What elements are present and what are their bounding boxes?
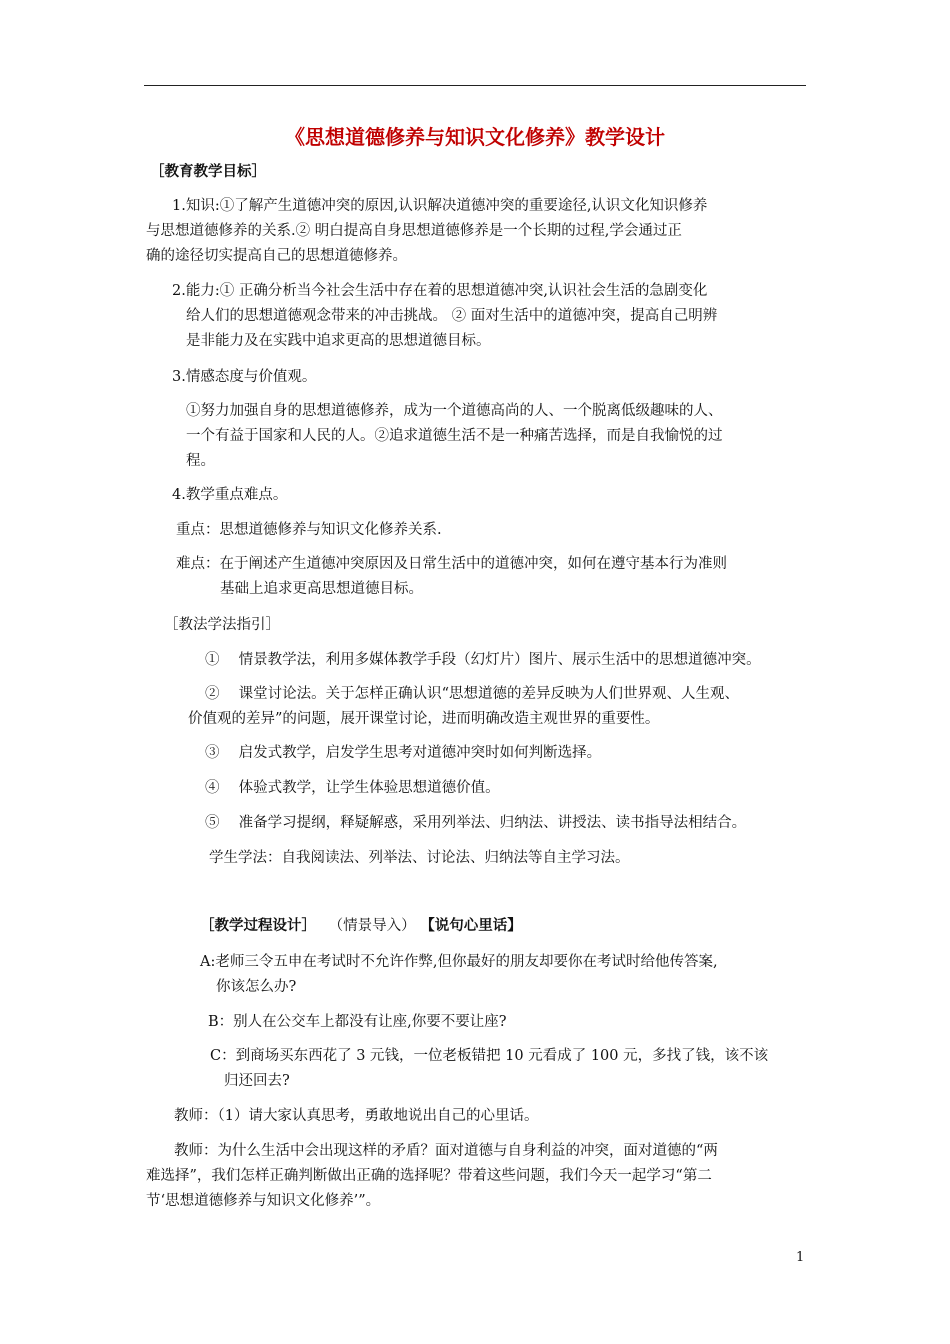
emotion-line-1: ①努力加强自身的思想道德修养，成为一个道德高尚的人、一个脱离低级趣味的人、 bbox=[186, 403, 723, 419]
difficulty-line-1: 难点：在于阐述产生道德冲突原因及日常生活中的道德冲突，如何在遵守基本行为准则 bbox=[176, 556, 727, 572]
method-4: ④ 体验式教学，让学生体验思想道德价值。 bbox=[205, 780, 500, 796]
scenario-b: B：别人在公交车上都没有让座,你要不要让座? bbox=[208, 1014, 507, 1030]
teacher-para-line-1: 教师：为什么生活中会出现这样的矛盾？面对道德与自身利益的冲突，面对道德的“两 bbox=[174, 1143, 718, 1159]
scenario-a-line-2: 你该怎么办? bbox=[216, 979, 297, 995]
process-sub-1: （情景导入） bbox=[328, 918, 416, 934]
methods-heading: ［教法学法指引］ bbox=[164, 617, 280, 633]
ability-line-3: 是非能力及在实践中追求更高的思想道德目标。 bbox=[186, 333, 491, 349]
knowledge-line-3: 确的途径切实提高自己的思想道德修养。 bbox=[146, 248, 407, 264]
method-1: ① 情景教学法，利用多媒体教学手段（幻灯片）图片、展示生活中的思想道德冲突。 bbox=[205, 652, 761, 668]
scenario-c-line-1: C：到商场买东西花了 3 元钱，一位老板错把 10 元看成了 100 元，多找了钱，该不该 bbox=[210, 1048, 769, 1064]
knowledge-line-2: 与思想道德修养的关系.② 明白提高自身思想道德修养是一个长期的过程,学会通过正 bbox=[146, 223, 682, 239]
teacher-para-line-2: 难选择”，我们怎样正确判断做出正确的选择呢？带着这些问题，我们今天一起学习“第二 bbox=[146, 1168, 712, 1184]
ability-line-1: 2.能力:① 正确分析当今社会生活中存在着的思想道德冲突,认识社会生活的急剧变化 bbox=[172, 283, 708, 299]
page-number: 1 bbox=[796, 1250, 805, 1265]
method-2-line-1: ② 课堂讨论法。关于怎样正确认识“思想道德的差异反映为人们世界观、人生观、 bbox=[205, 686, 740, 702]
method-3: ③ 启发式教学，启发学生思考对道德冲突时如何判断选择。 bbox=[205, 745, 602, 761]
knowledge-line-1: 1.知识:①了解产生道德冲突的原因,认识解决道德冲突的重要途径,认识文化知识修养 bbox=[172, 198, 708, 214]
method-2-line-2: 价值观的差异”的问题，展开课堂讨论，进而明确改造主观世界的重要性。 bbox=[188, 711, 660, 727]
method-5: ⑤ 准备学习提纲，释疑解惑，采用列举法、归纳法、讲授法、读书指导法相结合。 bbox=[205, 815, 747, 831]
emotion-heading: 3.情感态度与价值观。 bbox=[172, 369, 317, 385]
ability-line-2: 给人们的思想道德观念带来的冲击挑战。 ② 面对生活中的道德冲突，提高自己明辨 bbox=[186, 308, 718, 324]
goals-heading: ［教育教学目标］ bbox=[150, 163, 266, 180]
header-rule bbox=[144, 85, 806, 86]
scenario-c-line-2: 归还回去? bbox=[224, 1073, 290, 1089]
student-methods: 学生学法：自我阅读法、列举法、讨论法、归纳法等自主学习法。 bbox=[209, 850, 630, 866]
process-sub-2: 【说句心里话】 bbox=[420, 917, 522, 934]
emotion-line-3: 程。 bbox=[186, 453, 215, 469]
teacher-para-line-3: 节‘思想道德修养与知识文化修养’”。 bbox=[146, 1193, 381, 1209]
process-heading-row bbox=[200, 914, 522, 939]
emotion-line-2: 一个有益于国家和人民的人。②追求道德生活不是一种痛苦选择，而是自我愉悦的过 bbox=[186, 428, 723, 444]
difficulty-line-2: 基础上追求更高思想道德目标。 bbox=[220, 581, 423, 597]
key-point: 重点：思想道德修养与知识文化修养关系. bbox=[176, 522, 442, 538]
process-heading: ［教学过程设计］ bbox=[200, 917, 316, 934]
teacher-line-1: 教师：（1）请大家认真思考，勇敢地说出自己的心里话。 bbox=[174, 1108, 539, 1124]
document-title: 《思想道德修养与知识文化修养》教学设计 bbox=[285, 125, 665, 149]
focus-heading: 4.教学重点难点。 bbox=[172, 487, 288, 503]
scenario-a-line-1: A:老师三令五申在考试时不允许作弊,但你最好的朋友却要你在考试时给他传答案, bbox=[200, 954, 718, 970]
